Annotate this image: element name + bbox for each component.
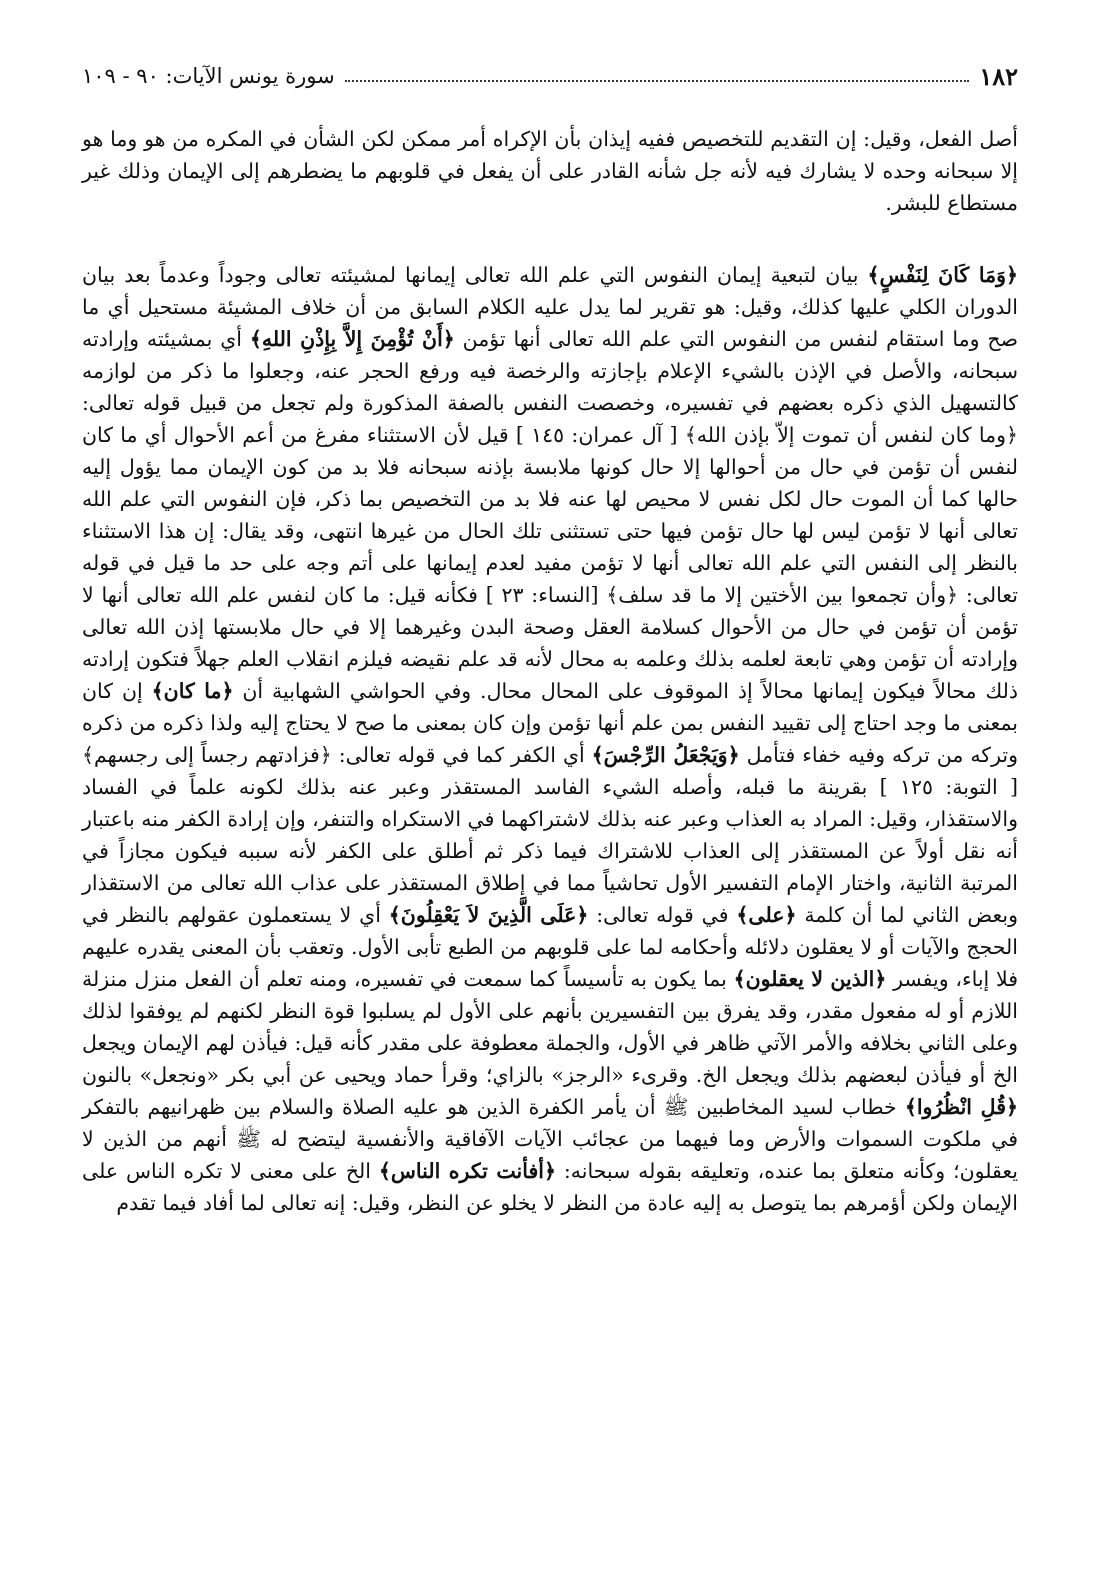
commentary-text: في قوله تعالى:: [588, 903, 737, 927]
commentary-text: أي بمشيئته وإرادته سبحانه، والأصل في الإذن بالشيء الإعلام بإجازته والرخصة فيه ورفع الحجر عنه، وجعلوا ما ذكر من لوازمه كالتسهيل الذي ذكره بعضهم في تفسيره، وخصصت النفس بالصفة المذكورة ولم تجعل من قبيل قوله تعالى: ﴿وما كان لنفس أن تموت إلاّ بإذن الله﴾ [ آل عمران: ١٤٥ ] قيل لأن الاستثناء مفرغ من أعم الأحوال أي ما كان لنفس أن تؤمن في حال من أحوالها إلا حال كونها ملابسة بإذنه سبحانه فلا بد من كون الإيمان مما يؤول إليه حالها كما أن الموت حال لكل نفس لا محيص لها عنه فلا بد من التخصيص بما ذكر، فإن النفوس التي علم الله تعالى أنها لا تؤمن ليس لها حال تؤمن فيها حتى تستثنى تلك الحال من غيرها انتهى، وقد يقال: إن هذا الاستثناء بالنظر إلى النفس التي علم الله تعالى أنها لا تؤمن مفيد لعدم إيمانها على أتم وجه على حد ما قيل في قوله تعالى: ﴿وأن تجمعوا بين الأختين إلا ما قد سلف﴾ [النساء: ٢٣ ] فكأنه قيل: ما كان لنفس علم الله تعالى أنها لا تؤمن أن تؤمن في حال من الأحوال كسلامة العقل وصحة البدن وغيرهما إلا في حال ملابستها إذن الله تعالى وإرادته أن تؤمن وهي تابعة لعلمه بذلك وعلمه به محال لأنه قد علم نقيضه فيلزم انقلاب العلم جهلاً فتكون إرادته ذلك محالاً فيكون إيمانها محالاً إذ الموقوف على المحال محال. وفي الحواشي الشهابية أن: [82, 327, 1019, 703]
quran-quote: ﴿على﴾: [736, 903, 797, 927]
running-header: [82, 52, 1018, 101]
commentary-text: إن كان بمعنى ما وجد احتاج إلى تقييد النفس بمن علم أنها تؤمن وإن كان بمعنى ما صح لا يحتاج إليه ولذا ذكره من ذكره وتركه من تركه وفيه خفاء فتأمل: [82, 679, 1018, 767]
page-number: ١٨٢: [979, 61, 1018, 91]
page: [82, 52, 1018, 1532]
quran-quote: ﴿أَنْ تُؤْمِنَ إِلاَّ بِإِذْنِ اللهِ﴾: [249, 327, 455, 351]
commentary-text: الخ على معنى لا تكره الناس على الإيمان ولكن أؤمرهم بما يتوصل به إليه عادة من النظر لا يخلو عن النظر، وقيل: إنه تعالى لما أفاد فيما تقدم: [82, 1159, 1018, 1215]
commentary-text: بما يكون به تأسيساً كما سمعت في تفسيره، ومنه تعلم أن الفعل منزل منزلة اللازم أو له مفعول مقدر، وقد يفرق بين التفسيرين بأنهم على الأول لم يسلبوا قوة النظر لكنهم لم يوفقوا لذلك وعلى الثاني بخلافه والأمر الآتي ظاهر في الأول، والجملة معطوفة على مقدر كأنه قيل: فيأذن لهم الإيمان ويجعل الخ أو فيأذن لبعضهم بذلك ويجعل الخ. وقرىء «الرجز» بالزاي؛ وقرأ حماد ويحيى عن أبي بكر «ونجعل» بالنون: [82, 967, 1018, 1087]
leader-dots: [345, 80, 970, 82]
commentary-text: أي الكفر كما في قوله تعالى: ﴿فزادتهم رجساً إلى رجسهم﴾ [ التوبة: ١٢٥ ] بقرينة ما قبله، وأصله الشيء الفاسد المستقذر وعبر عنه بذلك لكونه علماً في الفساد والاستقذار، وقيل: المراد به العذاب وعبر عنه بذلك لاشتراكهما في الاستكراه والتنفر، وإن إرادة الكفر منه باعتبار أنه نقل أولاً عن المستقذر إلى العذاب للاشتراك فيما ذكر ثم أطلق على الكفر لأنه سببه فيكون مجازاً في المرتبة الثانية، واختار الإمام التفسير الأول تحاشياً مما في إطلاق المستقذر على عذاب الله تعالى من الاستقذار وبعض الثاني لما أن كلمة: [81, 743, 1018, 927]
quran-quote: ﴿عَلَى الَّذِينَ لاَ يَعْقِلُونَ﴾: [388, 903, 589, 927]
quran-quote: ﴿قُلِ انْظُرُوا﴾: [904, 1095, 1019, 1119]
header-title: سورة يونس الآيات: ٩٠ - ١٠٩: [82, 64, 335, 88]
main-paragraph: [82, 259, 1018, 1219]
commentary-text: أي لا يستعملون عقولهم بالنظر في الحجج والآيات أو لا يعقلون دلائله وأحكامه لما على قلوبهم من الطبع تأبى الأول. وتعقب بأن المعنى يقدره عليهم فلا إباء، ويفسر: [82, 903, 1018, 991]
quran-quote: ﴿الذين لا يعقلون﴾: [733, 967, 887, 991]
quran-quote: ﴿وَمَا كَانَ لِنَفْسٍ﴾: [867, 263, 1018, 287]
quran-quote: ﴿أفأنت تكره الناس﴾: [378, 1159, 556, 1183]
quran-quote: ﴿وَيَجْعَلُ الرِّجْسَ﴾: [591, 743, 740, 767]
quran-quote: ﴿ما كان﴾: [151, 679, 234, 703]
commentary-text: خطاب لسيد المخاطبين ﷺ أن يأمر الكفرة الذين هو عليه الصلاة والسلام بين ظهرانيهم بالتفكر في ملكوت السموات والأرض وما فيهما من عجائب الآيات الآفاقية والأنفسية ليتضح له ﷺ أنهم من الذين لا يعقلون؛ وكأنه متعلق بما عنده، وتعليقه بقوله سبحانه:: [82, 1095, 1018, 1183]
top-paragraph: أصل الفعل، وقيل: إن التقديم للتخصيص ففيه إيذان بأن الإكراه أمر ممكن لكن الشأن في المكره من هو وما هو إلا سبحانه وحده لا يشارك فيه لأنه جل شأنه القادر على أن يفعل في قلوبهم ما يضطرهم إلى الإيمان وذلك غير مستطاع للبشر.: [82, 127, 1018, 215]
commentary-text: بيان لتبعية إيمان النفوس التي علم الله تعالى إيمانها لمشيئته تعالى وجوداً وعدماً بعد بيان الدوران الكلي عليها كذلك، وقيل: هو تقرير لما يدل عليه الكلام السابق من أن خلاف المشيئة مستحيل أي ما صح وما استقام لنفس من النفوس التي علم الله تعالى أنها تؤمن: [82, 263, 1018, 351]
